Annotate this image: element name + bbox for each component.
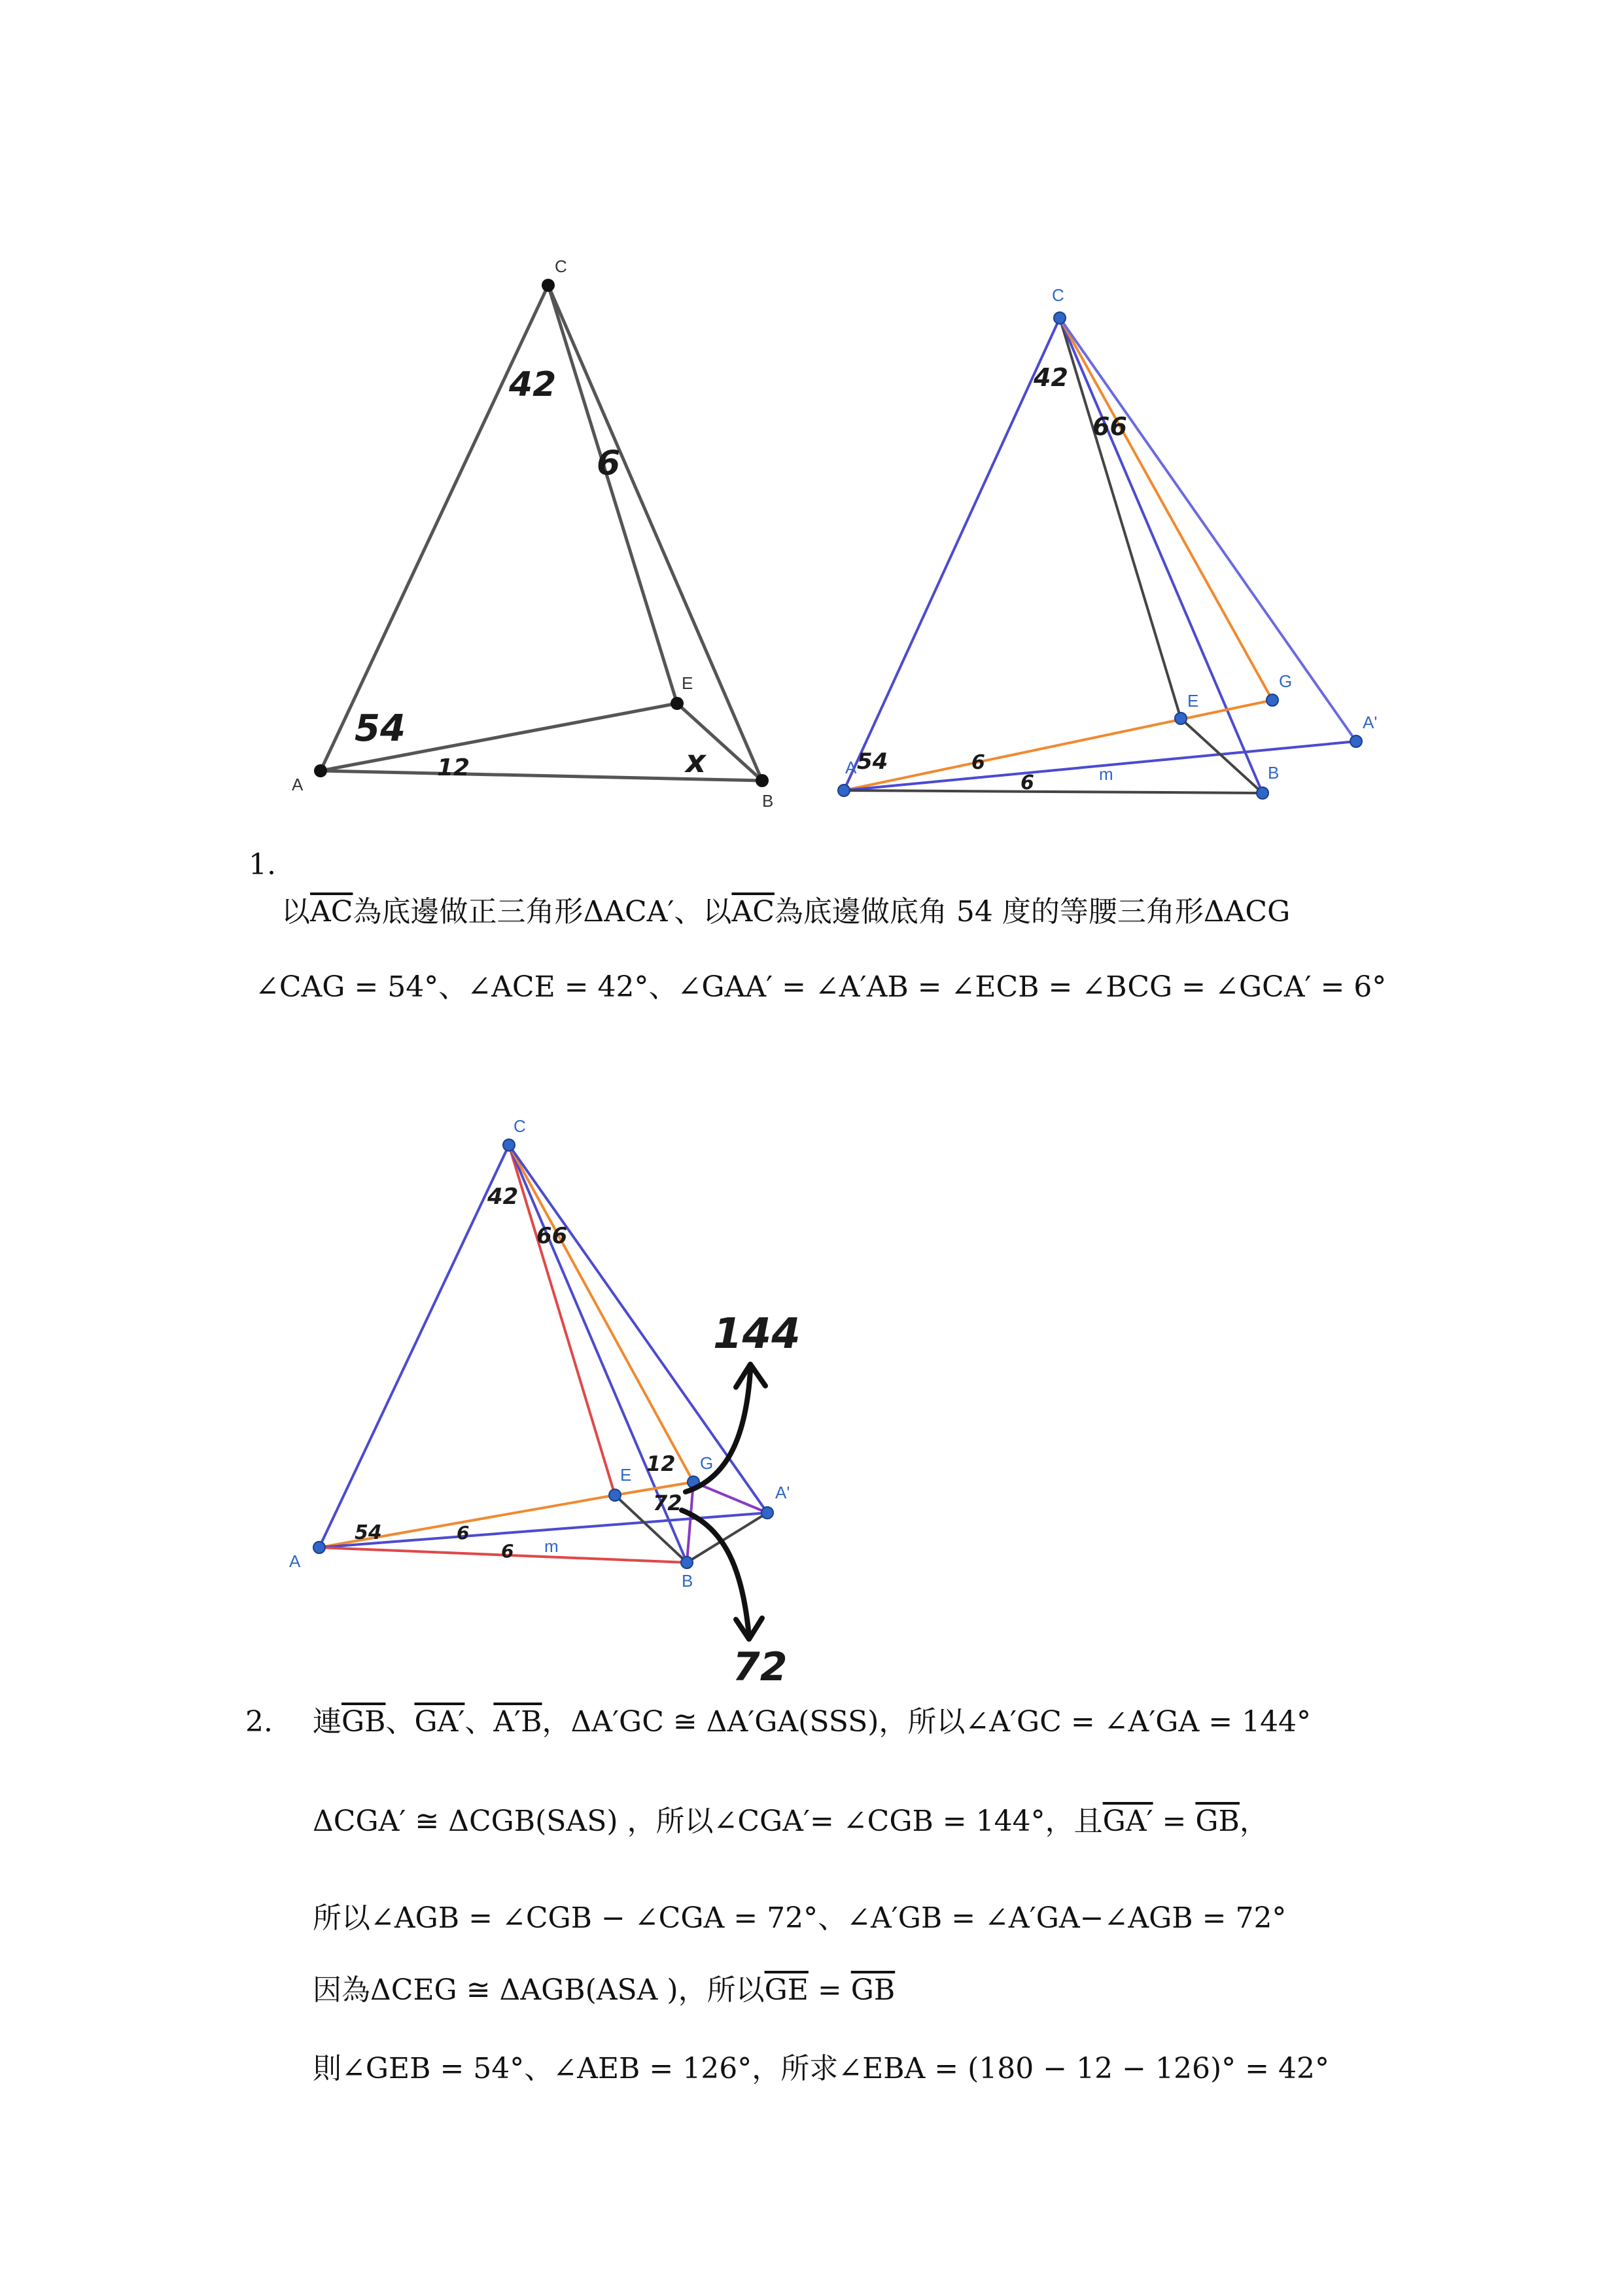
text: 、	[464, 1705, 494, 1739]
point-G	[1266, 694, 1278, 706]
segment-AC	[321, 285, 548, 771]
text: ΔCGA′ ≅ ΔCGB(SAS) ，所以∠CGA′= ∠CGB = 144°，且	[313, 1805, 1103, 1838]
point-B	[756, 774, 769, 787]
section-1-number: 1.	[249, 848, 276, 881]
label-B: B	[762, 791, 774, 811]
point-E	[609, 1489, 621, 1501]
angle-label-66: 66	[1092, 412, 1127, 441]
label-m: m	[544, 1536, 559, 1556]
label-C: C	[1052, 285, 1064, 305]
point-E	[1175, 713, 1187, 724]
label-G: G	[700, 1453, 714, 1473]
segment-AC	[844, 318, 1060, 790]
section-2-line-1	[313, 1705, 1312, 1739]
section-2-line-4	[313, 1973, 896, 2007]
point-A	[838, 785, 850, 796]
text: ，ΔA′GC ≅ ΔA′GA(SSS)，所以∠A′GC = ∠A′GA = 144°	[542, 1705, 1312, 1739]
label-B: B	[1268, 763, 1280, 783]
label-E: E	[682, 673, 693, 693]
segment-GB-notation: $\overline{GB}$	[1195, 1805, 1240, 1838]
point-C	[542, 279, 555, 292]
segment-GAp-notation: GA′	[414, 1705, 465, 1739]
label-E: E	[1187, 691, 1199, 711]
segment-CE	[509, 1145, 615, 1495]
text: 、	[385, 1705, 415, 1739]
label-A: A	[292, 775, 304, 794]
label-A: A	[289, 1551, 301, 1571]
label-m: m	[1099, 764, 1113, 784]
point-C	[503, 1139, 515, 1151]
segment-GE-notation: $\overline{GE}$	[764, 1973, 809, 2007]
segment-CG	[509, 1145, 693, 1482]
angle-label-x: x	[686, 743, 706, 780]
segment-CE	[1060, 318, 1181, 718]
segment-CAp	[1060, 318, 1356, 741]
figure-2	[818, 281, 1406, 818]
angle-label-42: 42	[509, 365, 557, 404]
label-A: A	[845, 758, 857, 777]
angle-label-144: 144	[713, 1310, 801, 1358]
label-E: E	[620, 1465, 632, 1485]
label-C: C	[514, 1116, 526, 1136]
text: =	[1153, 1805, 1196, 1838]
label-B: B	[682, 1571, 693, 1591]
segment-AC	[319, 1145, 509, 1547]
angle-label-42: 42	[1034, 363, 1068, 392]
label-Ap: A'	[775, 1483, 790, 1502]
segment-CG	[1060, 318, 1272, 700]
section-2-line-2	[313, 1807, 1268, 1836]
angle-label-42: 42	[487, 1184, 519, 1210]
angle-label-12: 12	[437, 754, 470, 781]
section-1-line-1	[281, 895, 1291, 928]
segment-CB	[1060, 318, 1263, 793]
point-C	[1054, 312, 1066, 324]
angle-label-6b: 6	[1021, 771, 1034, 794]
segment-AB	[844, 790, 1263, 793]
segment-GB	[687, 1482, 693, 1563]
angle-label-72: 72	[733, 1644, 788, 1690]
angle-label-6a: 6	[457, 1522, 470, 1544]
point-B	[1257, 787, 1268, 799]
text: 連	[313, 1705, 341, 1739]
segment-ApB-notation: A′B	[493, 1705, 542, 1739]
text: 為底邊做正三角形ΔACA′、以	[353, 895, 732, 928]
segment-AC-notation: $\overline{AC}$	[731, 895, 775, 928]
text: 為底邊做底角 54 度的等腰三角形ΔACG	[774, 895, 1291, 928]
section-2-line-3: 所以∠AGB = ∠CGB − ∠CGA = 72°、∠A′GB = ∠A′GA−∠AGB = 72°	[313, 1901, 1287, 1935]
angle-label-6: 6	[597, 444, 621, 483]
figure-3	[275, 1112, 864, 1701]
point-A	[314, 764, 327, 777]
text: ，	[1239, 1805, 1268, 1838]
section-2-line-5: 則∠GEB = 54°、∠AEB = 126°，所求∠EBA = (180 − 12 − 126)° = 42°	[313, 2052, 1329, 2085]
angle-label-54: 54	[355, 707, 406, 750]
section-2-number: 2.	[245, 1705, 273, 1739]
point-E	[671, 697, 684, 710]
angle-label-54: 54	[355, 1521, 382, 1544]
text: 以	[281, 895, 310, 928]
segment-GAp-notation: GA′	[1102, 1805, 1153, 1838]
text: 因為ΔCEG ≅ ΔAGB(ASA )，所以	[313, 1973, 765, 2007]
section-1-line-2: ∠CAG = 54°、∠ACE = 42°、∠GAA′ = ∠A′AB = ∠ECB = ∠BCG = ∠GCA′ = 6°	[255, 970, 1387, 1004]
angle-label-66: 66	[536, 1223, 568, 1249]
angle-label-54: 54	[857, 749, 888, 775]
point-Ap	[761, 1507, 773, 1519]
segment-AG	[844, 700, 1272, 790]
figure-1	[275, 249, 798, 811]
point-Ap	[1350, 735, 1362, 747]
label-G: G	[1279, 671, 1293, 691]
text: =	[808, 1973, 851, 2007]
angle-label-6b: 6	[501, 1540, 514, 1562]
angle-label-6a: 6	[971, 751, 985, 774]
angle-label-12: 12	[646, 1451, 676, 1476]
point-B	[681, 1557, 693, 1568]
point-A	[313, 1542, 325, 1553]
label-C: C	[555, 256, 567, 276]
angle-label-72-inner: 72	[653, 1491, 682, 1515]
segment-GB-notation: $\overline{GB}$	[850, 1973, 896, 2007]
label-Ap: A'	[1363, 713, 1378, 732]
segment-GB-notation: $\overline{GB}$	[341, 1705, 386, 1739]
segment-CE	[548, 285, 677, 703]
segment-AC-notation: $\overline{AC}$	[310, 895, 353, 928]
